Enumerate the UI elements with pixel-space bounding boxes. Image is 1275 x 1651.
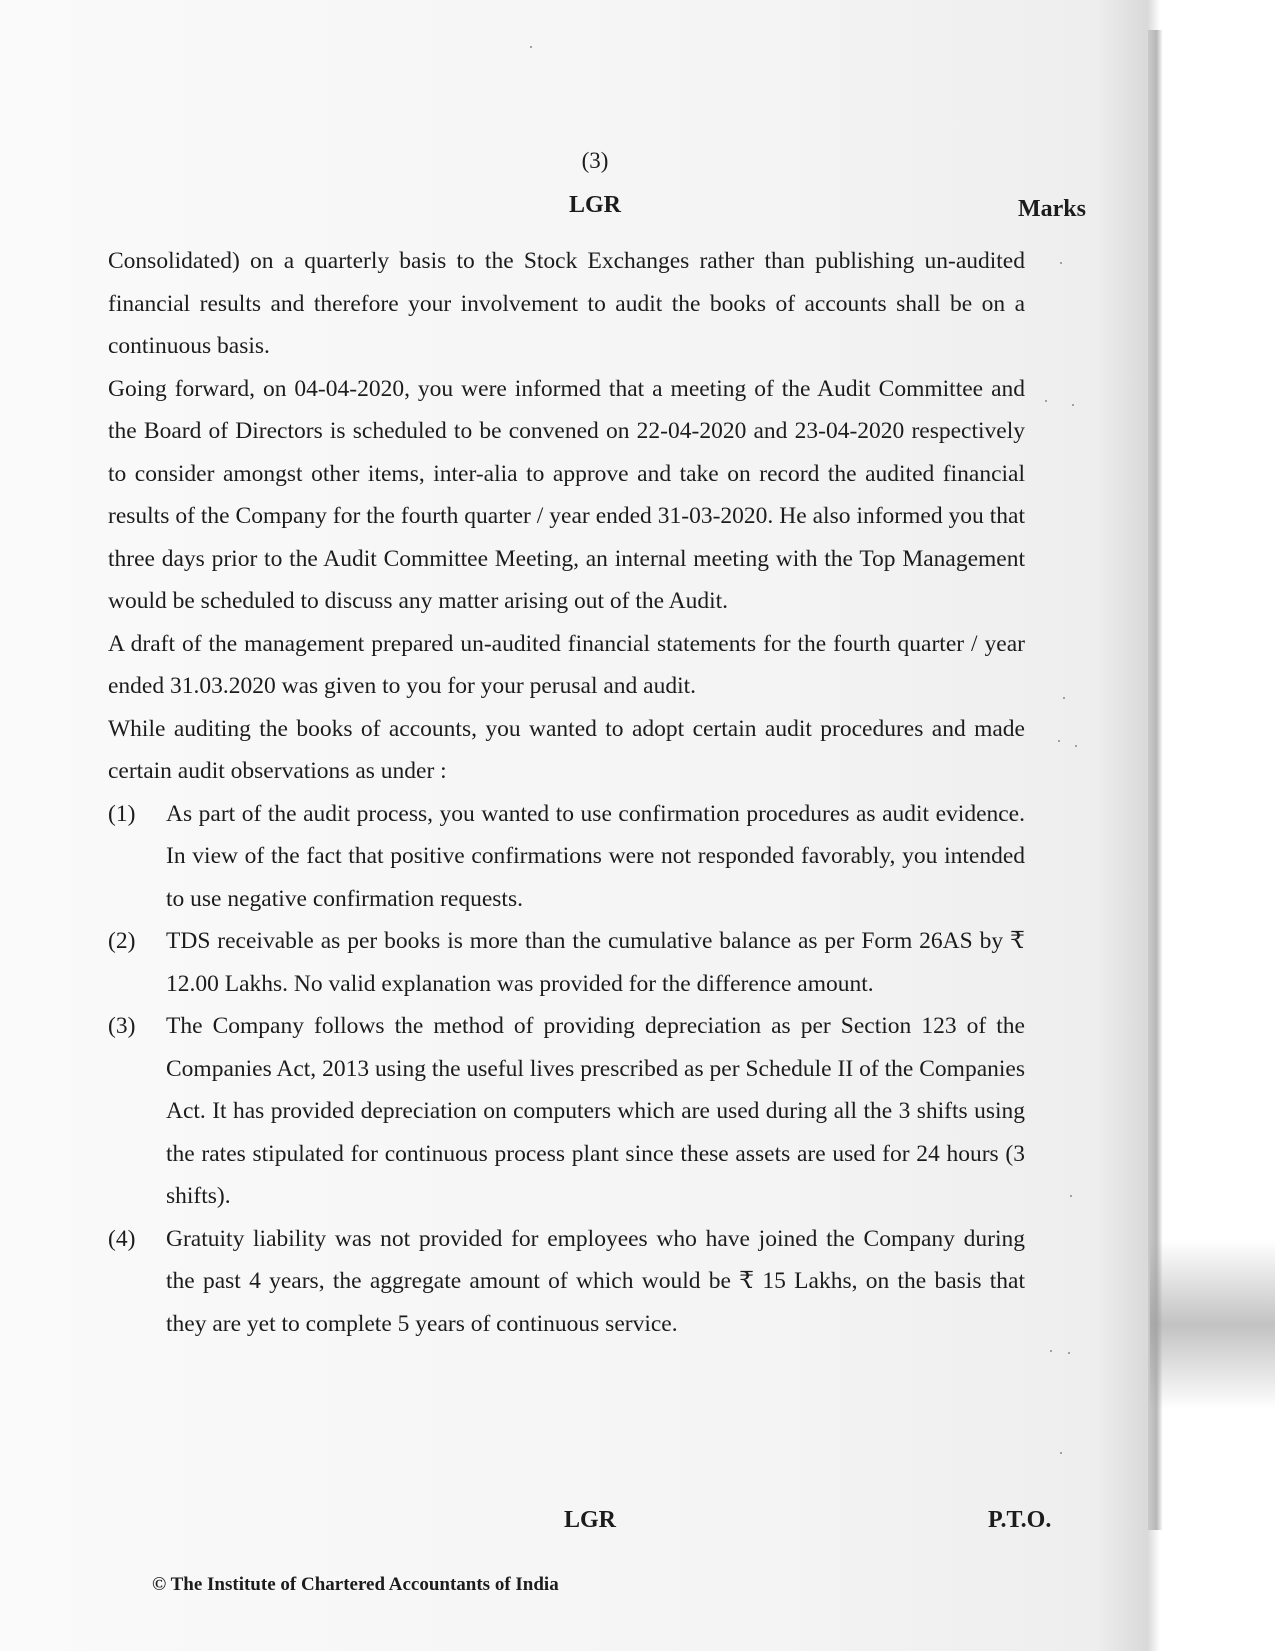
item-text: As part of the audit process, you wanted to use confirmation procedures as audit evidence. In view of the fact that positive confirmations were not responded favorably, you intended to use negative confirmation requests. — [166, 800, 1025, 912]
scan-speck — [1058, 740, 1060, 742]
paragraph: Consolidated) on a quarterly basis to the Stock Exchanges rather than publishing un-audited financial results and therefore your involvement to audit the books of accounts shall be on a continuous basis. — [108, 248, 1025, 359]
header-paper-code: LGR — [568, 192, 621, 218]
footer-paper-code: LGR — [563, 1507, 616, 1533]
scan-speck — [1060, 1452, 1062, 1454]
item-number: (4) — [108, 1225, 136, 1252]
paragraph: A draft of the management prepared un-audited financial statements for the fourth quarter / year ended 31.03.2020 was given to you for your perusal and audit. — [108, 630, 1025, 699]
observation-item — [108, 920, 1025, 1005]
copyright-notice: © The Institute of Chartered Accountants of India — [152, 1574, 559, 1595]
scan-speck — [1070, 1195, 1072, 1197]
scan-speck — [1045, 400, 1047, 402]
scan-speck — [1075, 745, 1077, 747]
scan-speck — [1072, 404, 1074, 406]
item-text: TDS receivable as per books is more than the cumulative balance as per Form 26AS by ₹ 12.00 Lakhs. No valid explanation was provided for the difference amount. — [166, 928, 1025, 997]
scan-edge-shading — [1150, 1240, 1275, 1410]
marks-column-label: Marks — [1018, 196, 1086, 222]
item-text: Gratuity liability was not provided for employees who have joined the Company during the past 4 years, the aggregate amount of which would be ₹ 15 Lakhs, on the basis that they are yet to complete 5 years of continuous service. — [166, 1225, 1025, 1337]
item-number: (1) — [108, 800, 136, 827]
scan-speck — [530, 46, 532, 48]
observation-item — [108, 793, 1025, 921]
scan-speck — [1060, 262, 1062, 264]
scan-speck — [1068, 1352, 1070, 1354]
scan-speck — [1063, 697, 1065, 699]
observation-item — [108, 1218, 1025, 1346]
page-number: (3) — [581, 148, 609, 173]
paragraph: While auditing the books of accounts, you wanted to adopt certain audit procedures and made certain audit observations as under : — [108, 715, 1025, 784]
scan-speck — [1050, 1350, 1052, 1352]
item-number: (3) — [108, 1013, 136, 1039]
observation-item — [108, 1005, 1025, 1218]
question-body — [108, 240, 1025, 1345]
please-turn-over: P.T.O. — [988, 1507, 1052, 1533]
item-text: The Company follows the method of providing depreciation as per Section 123 of the Companies Act, 2013 using the useful lives prescribed as per Schedule II of the Companies Act. It has provided depreciation on computers which are used during all the 3 shifts using the rates stipulated for continuous process plant since these assets are used for 24 hours (3 shifts). — [166, 1013, 1025, 1209]
item-number: (2) — [108, 928, 136, 954]
paragraph: Going forward, on 04-04-2020, you were informed that a meeting of the Audit Committee and the Board of Directors is scheduled to be convened on 22-04-2020 and 23-04-2020 respectively to consider amongst other items, inter-alia to approve and take on record the audited financial results of the Company for the fourth quarter / year ended 31-03-2020. He also informed you that three days prior to the Audit Committee Meeting, an internal meeting with the Top Management would be scheduled to discuss any matter arising out of the Audit. — [108, 375, 1025, 614]
